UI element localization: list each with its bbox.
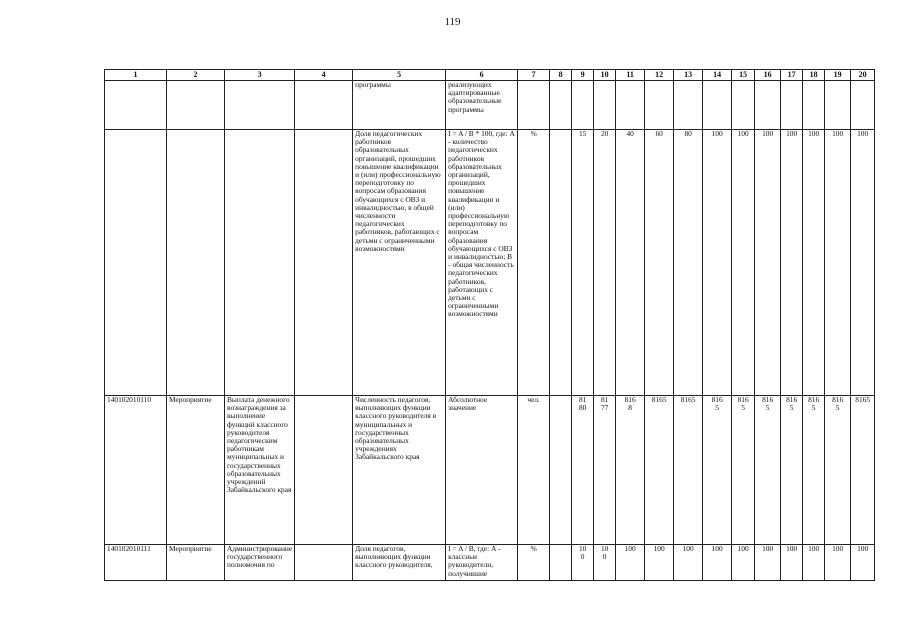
- row-value: 8165: [674, 396, 703, 545]
- col-header: 7: [518, 70, 550, 81]
- row-name: Администрирование государственного полномочия по: [225, 545, 295, 581]
- row-c8: [550, 81, 572, 130]
- row-type: Мероприятие: [167, 396, 225, 545]
- row-value: 100: [703, 130, 732, 396]
- table-row: [105, 81, 875, 130]
- row-value: 816 5: [755, 396, 781, 545]
- row-col4: [295, 545, 353, 581]
- row-unit: [518, 81, 550, 130]
- row-code: [105, 130, 167, 396]
- col-header: 18: [803, 70, 825, 81]
- col-header: 10: [594, 70, 616, 81]
- row-value: 100: [703, 545, 732, 581]
- row-value: 816 5: [703, 396, 732, 545]
- row-method: I = A / B, где: А - классные руководители, получившие: [446, 545, 518, 581]
- row-value: 40: [616, 130, 645, 396]
- col-header: 20: [851, 70, 875, 81]
- row-value: 100: [803, 545, 825, 581]
- row-c8: [550, 396, 572, 545]
- row-value: 81 77: [594, 396, 616, 545]
- row-value: 15: [572, 130, 594, 396]
- row-value: 100: [732, 545, 755, 581]
- row-type: [167, 130, 225, 396]
- row-value: 8165: [851, 396, 875, 545]
- row-value: 100: [755, 130, 781, 396]
- row-value: 100: [851, 545, 875, 581]
- row-value: 100: [674, 545, 703, 581]
- program-table: [104, 69, 875, 581]
- col-header: 11: [616, 70, 645, 81]
- row-code: 140102010110: [105, 396, 167, 545]
- row-value: 100: [825, 130, 851, 396]
- row-value: 8165: [645, 396, 674, 545]
- row-unit: %: [518, 130, 550, 396]
- row-c8: [550, 130, 572, 396]
- row-indicator: программы: [353, 81, 446, 130]
- row-col4: [295, 396, 353, 545]
- row-value: 100: [645, 545, 674, 581]
- row-type: [167, 81, 225, 130]
- row-value: 816 5: [781, 396, 803, 545]
- row-value: [616, 81, 645, 130]
- row-value: 100: [825, 545, 851, 581]
- col-header: 16: [755, 70, 781, 81]
- row-value: [803, 81, 825, 130]
- row-value: 100: [616, 545, 645, 581]
- table-row: [105, 396, 875, 545]
- col-header: 9: [572, 70, 594, 81]
- row-method: I = A / B * 100, где: А - количество педагогических работников образовательных организаций, прошедших повышение квалификации и (или) профессиональную переподготовку по вопросам образования обучающихся с ОВЗ и инвалидностью; В - общая численность педагогических работников, работающих с детьми с ограниченными возможностями: [446, 130, 518, 396]
- row-name: Выплата денежного вознаграждения за выполнение функций классного руководителя педагогическим работникам муниципальных и государственных образовательных учреждений Забайкальского края: [225, 396, 295, 545]
- row-value: [781, 81, 803, 130]
- row-unit: %: [518, 545, 550, 581]
- row-value: 816 5: [803, 396, 825, 545]
- row-name: [225, 130, 295, 396]
- row-col4: [295, 130, 353, 396]
- row-value: [572, 81, 594, 130]
- row-value: 100: [781, 130, 803, 396]
- row-c8: [550, 545, 572, 581]
- row-value: 10 0: [572, 545, 594, 581]
- row-value: 80: [674, 130, 703, 396]
- row-value: 816 5: [732, 396, 755, 545]
- row-indicator: Доля педагогов, выполняющих функции классного руководителя,: [353, 545, 446, 581]
- table-row: [105, 545, 875, 581]
- row-method: реализующих адаптированные образовательные программы: [446, 81, 518, 130]
- row-name: [225, 81, 295, 130]
- header-row: [105, 70, 875, 81]
- row-value: 100: [732, 130, 755, 396]
- row-value: 816 5: [825, 396, 851, 545]
- row-value: 100: [851, 130, 875, 396]
- row-col4: [295, 81, 353, 130]
- col-header: 4: [295, 70, 353, 81]
- col-header: 3: [225, 70, 295, 81]
- row-unit: чел.: [518, 396, 550, 545]
- row-value: [851, 81, 875, 130]
- row-code: [105, 81, 167, 130]
- row-value: 100: [803, 130, 825, 396]
- row-method: Абсолютное значение: [446, 396, 518, 545]
- row-value: 816 8: [616, 396, 645, 545]
- row-value: 20: [594, 130, 616, 396]
- row-value: [732, 81, 755, 130]
- col-header: 13: [674, 70, 703, 81]
- row-value: 100: [755, 545, 781, 581]
- col-header: 1: [105, 70, 167, 81]
- col-header: 12: [645, 70, 674, 81]
- row-code: 140102010111: [105, 545, 167, 581]
- row-value: [755, 81, 781, 130]
- col-header: 8: [550, 70, 572, 81]
- table-row: [105, 130, 875, 396]
- col-header: 15: [732, 70, 755, 81]
- col-header: 19: [825, 70, 851, 81]
- col-header: 6: [446, 70, 518, 81]
- row-value: [594, 81, 616, 130]
- col-header: 5: [353, 70, 446, 81]
- col-header: 2: [167, 70, 225, 81]
- row-value: 100: [781, 545, 803, 581]
- row-value: [825, 81, 851, 130]
- row-value: 81 80: [572, 396, 594, 545]
- row-value: [703, 81, 732, 130]
- page-number: 119: [444, 16, 461, 28]
- row-indicator: Численность педагогов, выполняющих функции классного руководителя в муниципальных и государственных образовательных учреждениях Забайкальского края: [353, 396, 446, 545]
- row-value: 10 0: [594, 545, 616, 581]
- row-type: Мероприятие: [167, 545, 225, 581]
- col-header: 14: [703, 70, 732, 81]
- row-value: 60: [645, 130, 674, 396]
- col-header: 17: [781, 70, 803, 81]
- row-value: [645, 81, 674, 130]
- row-indicator: Доля педагогических работников образовательных организаций, прошедших повышение квалификации и (или) профессиональную переподготовку по вопросам образования обучающихся с ОВЗ и инвалидностью, в общей численности педагогических работников, работающих с детьми с ограниченными возможностями: [353, 130, 446, 396]
- row-value: [674, 81, 703, 130]
